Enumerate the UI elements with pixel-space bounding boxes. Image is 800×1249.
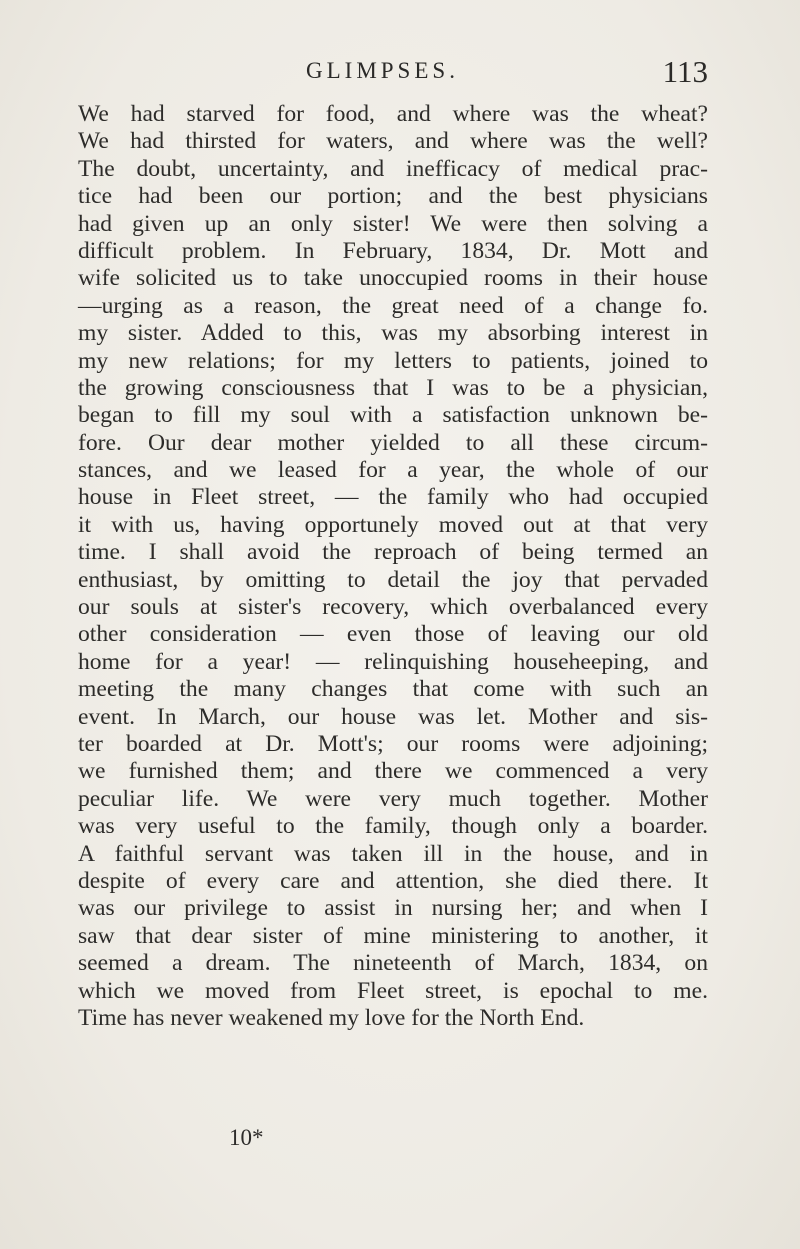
text-line: house in Fleet street, — the family who had occupied [78,484,708,511]
text-line: other consideration — even those of leaving our old [78,621,708,648]
text-line: saw that dear sister of mine ministering to another, it [78,922,708,949]
text-line: peculiar life. We were very much together. Mother [78,785,708,812]
text-line: fore. Our dear mother yielded to all these circum- [78,429,708,456]
text-line: had given up an only sister! We were then solving a [78,210,708,237]
text-line: A faithful servant was taken ill in the house, and in [78,840,708,867]
text-line: meeting the many changes that come with such an [78,676,708,703]
text-line: seemed a dream. The nineteenth of March, 1834, on [78,950,708,977]
page-number: 113 [662,54,708,89]
text-line: began to fill my soul with a satisfaction unknown be- [78,402,708,429]
text-line: time. I shall avoid the reproach of being termed an [78,539,708,566]
text-line: my sister. Added to this, was my absorbing interest in [78,320,708,347]
text-line: despite of every care and attention, she died there. It [78,867,708,894]
text-line: enthusiast, by omitting to detail the joy that pervaded [78,566,708,593]
text-line: ter boarded at Dr. Mott's; our rooms were adjoining; [78,730,708,757]
text-line: difficult problem. In February, 1834, Dr. Mott and [78,237,708,264]
text-line: Time has never weakened my love for the North End. [78,1004,585,1031]
text-line: stances, and we leased for a year, the whole of our [78,457,708,484]
text-line: tice had been our portion; and the best physicians [78,183,708,210]
text-line: which we moved from Fleet street, is epochal to me. [78,977,708,1004]
text-line: The doubt, uncertainty, and inefficacy of medical prac- [78,155,708,182]
text-line: —urging as a reason, the great need of a change fo. [78,292,708,319]
text-line: the growing consciousness that I was to be a physician, [78,374,708,401]
text-line: our souls at sister's recovery, which overbalanced every [78,594,708,621]
text-line: it with us, having opportunely moved out at that very [78,511,708,538]
running-head [78,54,708,98]
text-line: We had thirsted for waters, and where was the well? [78,128,708,155]
body-text [78,101,708,1032]
text-line: We had starved for food, and where was the wheat? [78,101,708,127]
text-line: event. In March, our house was let. Mother and sis- [78,703,708,730]
text-line: was our privilege to assist in nursing her; and when I [78,895,708,922]
text-line: home for a year! — relinquishing househeeping, and [78,648,708,675]
text-line: my new relations; for my letters to patients, joined to [78,347,708,374]
signature-mark: 10* [229,1125,264,1150]
running-title: GLIMPSES. [306,58,459,83]
text-line: wife solicited us to take unoccupied rooms in their house [78,265,708,292]
text-line: was very useful to the family, though only a boarder. [78,813,708,840]
text-line: we furnished them; and there we commenced a very [78,758,708,785]
